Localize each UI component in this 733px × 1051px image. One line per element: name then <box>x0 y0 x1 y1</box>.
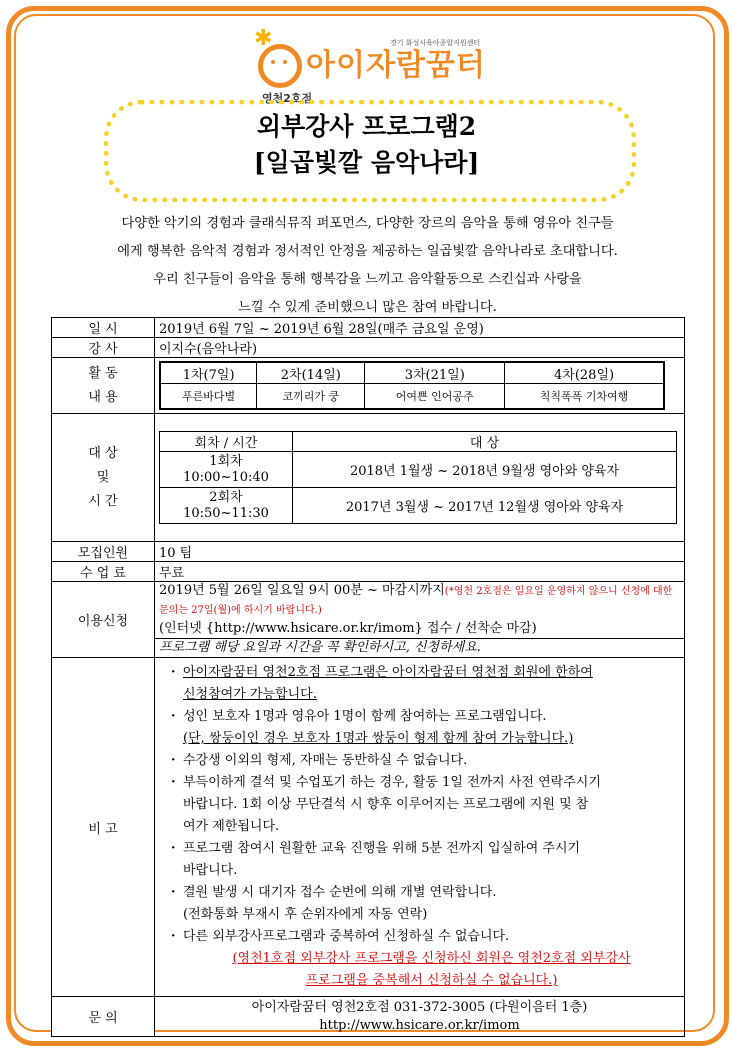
remark-item: (단, 쌍둥이인 경우 보호자 1명과 쌍둥이 형제 함께 참여 가능합니다.) <box>183 731 574 746</box>
target-table <box>159 431 677 524</box>
intro-line: 우리 친구들이 음악을 통해 행복감을 느끼고 음악활동으로 스킨십과 사랑을 <box>153 272 582 287</box>
label-target <box>52 414 155 542</box>
target-time: 10:00~10:40 <box>183 469 269 485</box>
activity-content: 푸른바다별 <box>160 384 257 410</box>
value-recruit: 10 팀 <box>155 542 685 562</box>
activity-session: 1차(7일) <box>160 362 257 384</box>
label-activity-line1: 활 동 <box>88 365 118 381</box>
label-apply: 이용신청 <box>52 582 155 658</box>
remarks-cell <box>155 658 685 997</box>
title-line-1: 외부강사 프로그램2 <box>256 112 477 141</box>
row-recruit <box>52 542 685 562</box>
activity-session: 4차(28일) <box>505 362 664 384</box>
remark-item: 바랍니다. <box>183 863 238 878</box>
logo-center-name: 경기 화성시육아종합지원센터 <box>390 39 481 47</box>
logo-name: 아이자람꿈터 <box>306 48 486 83</box>
row-date <box>52 318 685 338</box>
apply-line-2: (인터넷 {http://www.hsicare.or.kr/imom} 접수 / 선착순 마감) <box>159 621 537 636</box>
activity-cell <box>155 358 685 414</box>
remark-item: · 부득이하게 결석 및 수업포기 하는 경우, 활동 1일 전까지 사전 연락주시기 <box>169 772 680 794</box>
face-icon <box>258 44 302 88</box>
label-inquiry: 문 의 <box>52 997 155 1037</box>
target-time: 10:50~11:30 <box>183 505 269 521</box>
activity-content: 코끼리가 쿵 <box>257 384 365 410</box>
inquiry-cell <box>155 997 685 1037</box>
label-recruit: 모집인원 <box>52 542 155 562</box>
remark-item: · 결원 발생 시 대기자 접수 순번에 의해 개별 연락합니다. <box>169 882 680 904</box>
label-target-line3: 시 간 <box>88 493 118 509</box>
remark-item: · 아이자람꿈터 영천2호점 프로그램은 아이자람꿈터 영천점 회원에 한하여 <box>169 662 680 684</box>
row-inquiry <box>52 997 685 1037</box>
logo <box>250 28 510 108</box>
remark-item: · 프로그램 참여시 원활한 교육 진행을 위해 5분 전까지 입실하여 주시기 <box>169 838 680 860</box>
title-line-2: [일곱빛깔 음악나라] <box>253 148 480 177</box>
intro-line: 에게 행복한 음악적 경험과 정서적인 안정을 제공하는 일곱빛깔 음악나라로 초대합니다. <box>117 244 618 259</box>
label-date: 일 시 <box>52 318 155 338</box>
remark-item: · 다른 외부강사프로그램과 중복하여 신청하실 수 없습니다. <box>169 926 680 948</box>
activity-content: 칙칙폭폭 기차여행 <box>505 384 664 410</box>
apply-line-3: 프로그램 해당 요일과 시간을 꼭 확인하시고, 신청하세요. <box>155 638 684 657</box>
target-group: 2017년 3월생 ~ 2017년 12월생 영아와 양육자 <box>293 488 677 524</box>
apply-note: (*영천 2호점은 일요일 운영하지 않으니 신청에 대한 문의는 27일(월)에 하시기 바랍니다.) <box>159 586 673 616</box>
apply-cell <box>155 582 685 658</box>
remark-item: 여가 제한됩니다. <box>183 819 280 834</box>
info-table <box>51 317 685 1037</box>
row-apply <box>52 582 685 658</box>
target-session: 1회차 <box>209 453 243 469</box>
remark-item: 바랍니다. 1회 이상 무단결석 시 향후 이루어지는 프로그램에 지원 및 참 <box>183 797 589 812</box>
target-header-target: 대 상 <box>293 432 677 452</box>
remark-item: · 수강생 이외의 형제, 자매는 동반하실 수 없습니다. <box>169 750 680 772</box>
label-target-line1: 대 상 <box>88 445 118 461</box>
target-session: 2회차 <box>209 489 243 505</box>
row-remarks <box>52 658 685 997</box>
target-cell <box>155 414 685 542</box>
inquiry-url[interactable]: http://www.hsicare.or.kr/imom <box>319 1017 520 1033</box>
star-icon: ✱ <box>254 26 273 51</box>
activity-content: 어여쁜 인어공주 <box>365 384 505 410</box>
logo-branch: 영천2호점 <box>262 92 313 105</box>
intro-line: 다양한 악기의 경험과 클래식뮤직 퍼포먼스, 다양한 장르의 음악을 통해 영유아 친구들 <box>121 216 614 231</box>
label-target-line2: 및 <box>96 469 110 485</box>
label-activity-line2: 내 용 <box>88 389 118 405</box>
row-activity <box>52 358 685 414</box>
target-session-time <box>160 452 293 488</box>
intro-line: 느낄 수 있게 준비했으니 많은 참여 바랍니다. <box>238 300 497 315</box>
activity-table <box>159 361 665 410</box>
value-fee: 무료 <box>155 562 685 582</box>
label-fee: 수 업 료 <box>52 562 155 582</box>
remark-item-notice: (영천1호점 외부강사 프로그램을 신청하신 회원은 영천2호점 외부강사 <box>232 951 631 966</box>
apply-period: 2019년 5월 26일 일요일 9시 00분 ~ 마감시까지 <box>159 583 445 598</box>
activity-session: 2차(14일) <box>257 362 365 384</box>
label-teacher: 강 사 <box>52 338 155 358</box>
intro-paragraph <box>40 210 695 322</box>
inquiry-line-1: 아이자람꿈터 영천2호점 031-372-3005 (다원이음터 1층) <box>251 999 588 1015</box>
row-target <box>52 414 685 542</box>
value-teacher: 이지수(음악나라) <box>155 338 685 358</box>
activity-session: 3차(21일) <box>365 362 505 384</box>
target-header-session: 회차 / 시간 <box>160 432 293 452</box>
remark-item-notice: 프로그램을 중복해서 신청하실 수 없습니다.) <box>305 973 558 988</box>
remark-item: · 성인 보호자 1명과 영유아 1명이 함께 참여하는 프로그램입니다. <box>169 706 680 728</box>
row-teacher <box>52 338 685 358</box>
row-fee <box>52 562 685 582</box>
apply-line-1 <box>159 582 680 620</box>
remarks-list <box>159 658 680 996</box>
label-activity <box>52 358 155 414</box>
target-session-time <box>160 488 293 524</box>
remark-item: 신청참여가 가능합니다. <box>183 687 317 702</box>
remark-item: (전화통화 부재시 후 순위자에게 자동 연락) <box>183 907 428 922</box>
target-group: 2018년 1월생 ~ 2018년 9월생 영아와 양육자 <box>293 452 677 488</box>
value-date: 2019년 6월 7일 ~ 2019년 6월 28일(매주 금요일 운영) <box>155 318 685 338</box>
label-remarks: 비 고 <box>52 658 155 997</box>
